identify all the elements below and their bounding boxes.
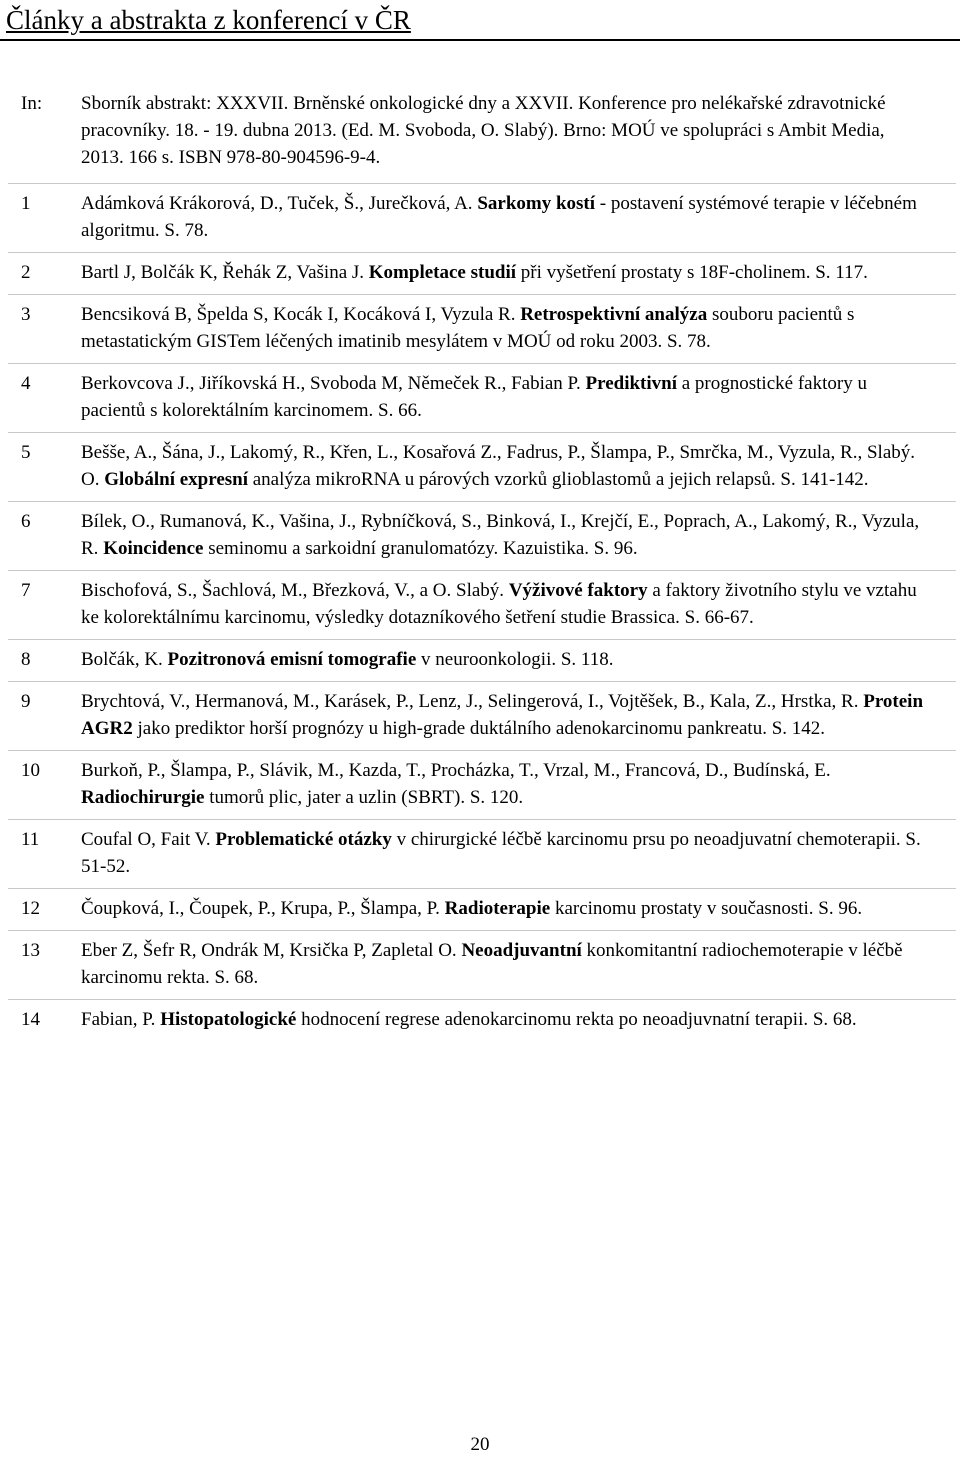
entry-authors: Bartl J, Bolčák K, Řehák Z, Vašina J. bbox=[81, 262, 365, 283]
entry-authors: Bischofová, S., Šachlová, M., Březková, V., a O. Slabý. bbox=[81, 580, 505, 601]
entry-title-rest: souboru pacientů s metastatickým GISTem léčených imatinib mesylátem v MOÚ od roku 2003. S. 78. bbox=[81, 304, 855, 352]
entry-number: 10 bbox=[21, 760, 40, 781]
entry-number: 6 bbox=[21, 511, 31, 532]
entry-number: 8 bbox=[21, 649, 31, 670]
entry-title-bold: Sarkomy kostí bbox=[477, 193, 596, 214]
entry-title-rest: - postavení systémové terapie v léčebném algoritmu. S. 78. bbox=[81, 193, 917, 241]
entry-citation bbox=[81, 682, 956, 751]
entry-title-rest: při vyšetření prostaty s 18F-cholinem. S. 117. bbox=[520, 262, 868, 283]
source-label: In: bbox=[21, 93, 43, 114]
entry-authors: Berkovcova J., Jiříkovská H., Svoboda M, Němeček R., Fabian P. bbox=[81, 373, 581, 394]
entry-title-bold: Pozitronová emisní tomografie bbox=[167, 649, 417, 670]
entry-title-bold: Neoadjuvantní bbox=[461, 940, 582, 961]
entry-number: 5 bbox=[21, 442, 31, 463]
entry-number: 11 bbox=[21, 829, 40, 850]
entry-title-bold: Protein AGR2 bbox=[81, 691, 924, 739]
entry-title-rest: v chirurgické léčbě karcinomu prsu po neoadjuvatní chemoterapii. S. 51-52. bbox=[81, 829, 921, 877]
entry-title-bold: Kompletace studií bbox=[368, 262, 517, 283]
entry-number: 2 bbox=[21, 262, 31, 283]
entry-citation bbox=[81, 253, 956, 295]
entry-citation bbox=[81, 751, 956, 820]
entry-title-bold: Histopatologické bbox=[160, 1009, 297, 1030]
publication-table-body bbox=[8, 70, 956, 1041]
entry-authors: Čoupková, I., Čoupek, P., Krupa, P., Šlampa, P. bbox=[81, 898, 440, 919]
heading-rule bbox=[0, 39, 960, 41]
entry-row bbox=[8, 931, 956, 1000]
entry-row bbox=[8, 640, 956, 682]
source-citation: Sborník abstrakt: XXXVII. Brněnské onkologické dny a XXVII. Konference pro nelékařské zdravotnické pracovníky. 18. - 19. dubna 2013. (Ed. M. Svoboda, O. Slabý). Brno: MOÚ ve spolupráci s Ambit Media, 2013. 166 s. ISBN 978-80-904596-9-4. bbox=[81, 93, 886, 168]
entry-title-bold: Globální expresní bbox=[104, 469, 248, 490]
entry-authors: Eber Z, Šefr R, Ondrák M, Krsička P, Zapletal O. bbox=[81, 940, 457, 961]
source-row bbox=[8, 70, 956, 184]
entry-number: 4 bbox=[21, 373, 31, 394]
entry-citation bbox=[81, 571, 956, 640]
entry-title-bold: Radioterapie bbox=[444, 898, 551, 919]
entry-title-rest: jako prediktor horší prognózy u high-grade duktálního adenokarcinomu pankreatu. S. 142. bbox=[137, 718, 826, 739]
entry-title-rest: karcinomu prostaty v současnosti. S. 96. bbox=[554, 898, 863, 919]
entry-row bbox=[8, 682, 956, 751]
entry-number: 7 bbox=[21, 580, 31, 601]
entry-citation bbox=[81, 931, 956, 1000]
entry-title-rest: tumorů plic, jater a uzlin (SBRT). S. 120. bbox=[209, 787, 524, 808]
entry-title-bold: Problematické otázky bbox=[215, 829, 392, 850]
entry-title-rest: a faktory životního stylu ve vztahu ke kolorektálnímu karcinomu, výsledky dotazníkového šetření studie Brassica. S. 66-67. bbox=[81, 580, 917, 628]
entry-citation bbox=[81, 184, 956, 253]
entry-number: 9 bbox=[21, 691, 31, 712]
entry-title-bold: Koincidence bbox=[103, 538, 204, 559]
page-number: 20 bbox=[470, 1434, 490, 1455]
entry-title-bold: Prediktivní bbox=[585, 373, 677, 394]
entry-citation bbox=[81, 640, 956, 682]
entry-title-bold: Retrospektivní analýza bbox=[520, 304, 708, 325]
entry-citation bbox=[81, 433, 956, 502]
entry-title-rest: konkomitantní radiochemoterapie v léčbě karcinomu rekta. S. 68. bbox=[81, 940, 903, 988]
entry-row bbox=[8, 751, 956, 820]
entry-number: 12 bbox=[21, 898, 40, 919]
entry-number: 14 bbox=[21, 1009, 40, 1030]
entry-citation bbox=[81, 364, 956, 433]
entry-authors: Adámková Krákorová, D., Tuček, Š., Jurečková, A. bbox=[81, 193, 473, 214]
entry-row bbox=[8, 502, 956, 571]
entry-authors: Brychtová, V., Hermanová, M., Karásek, P., Lenz, J., Selingerová, I., Vojtěšek, B., Kala, Z., Hrstka, R. bbox=[81, 691, 859, 712]
entry-authors: Bílek, O., Rumanová, K., Vašina, J., Rybníčková, S., Binková, I., Krejčí, E., Poprach, A., Lakomý, R., Vyzula, R. bbox=[81, 511, 920, 559]
entry-number: 1 bbox=[21, 193, 31, 214]
entry-title-rest: v neuroonkologii. S. 118. bbox=[421, 649, 614, 670]
entry-number: 13 bbox=[21, 940, 40, 961]
entry-row bbox=[8, 253, 956, 295]
entry-citation bbox=[81, 820, 956, 889]
entry-citation bbox=[81, 502, 956, 571]
entry-title-rest: seminomu a sarkoidní granulomatózy. Kazuistika. S. 96. bbox=[208, 538, 638, 559]
entry-row bbox=[8, 1000, 956, 1042]
entry-citation bbox=[81, 1000, 956, 1042]
entry-title-rest: a prognostické faktory u pacientů s kolorektálním karcinomem. S. 66. bbox=[81, 373, 867, 421]
entry-authors: Coufal O, Fait V. bbox=[81, 829, 211, 850]
entry-citation bbox=[81, 889, 956, 931]
entry-row bbox=[8, 433, 956, 502]
entry-citation bbox=[81, 295, 956, 364]
entry-authors: Bolčák, K. bbox=[81, 649, 163, 670]
entry-authors: Burkoň, P., Šlampa, P., Slávik, M., Kazda, T., Procházka, T., Vrzal, M., Francová, D., Budínská, E. bbox=[81, 760, 831, 781]
entry-authors: Bencsiková B, Špelda S, Kocák I, Kocáková I, Vyzula R. bbox=[81, 304, 516, 325]
entry-title-rest: hodnocení regrese adenokarcinomu rekta po neoadjuvnatní terapii. S. 68. bbox=[301, 1009, 857, 1030]
entry-authors: Bešše, A., Šána, J., Lakomý, R., Křen, L., Kosařová Z., Fadrus, P., Šlampa, P., Smrčka, M., Vyzula, R., Slabý. O. bbox=[81, 442, 916, 490]
entry-row bbox=[8, 295, 956, 364]
publication-table bbox=[8, 70, 956, 1041]
entry-row bbox=[8, 820, 956, 889]
entry-title-bold: Výživové faktory bbox=[508, 580, 648, 601]
entry-title-bold: Radiochirurgie bbox=[81, 787, 205, 808]
entry-authors: Fabian, P. bbox=[81, 1009, 156, 1030]
entry-row bbox=[8, 184, 956, 253]
entry-row bbox=[8, 571, 956, 640]
entry-row bbox=[8, 889, 956, 931]
page-heading: Články a abstrakta z konferencí v ČR bbox=[6, 5, 411, 35]
entry-title-rest: analýza mikroRNA u párových vzorků glioblastomů a jejich relapsů. S. 141-142. bbox=[252, 469, 869, 490]
entry-number: 3 bbox=[21, 304, 31, 325]
entry-row bbox=[8, 364, 956, 433]
